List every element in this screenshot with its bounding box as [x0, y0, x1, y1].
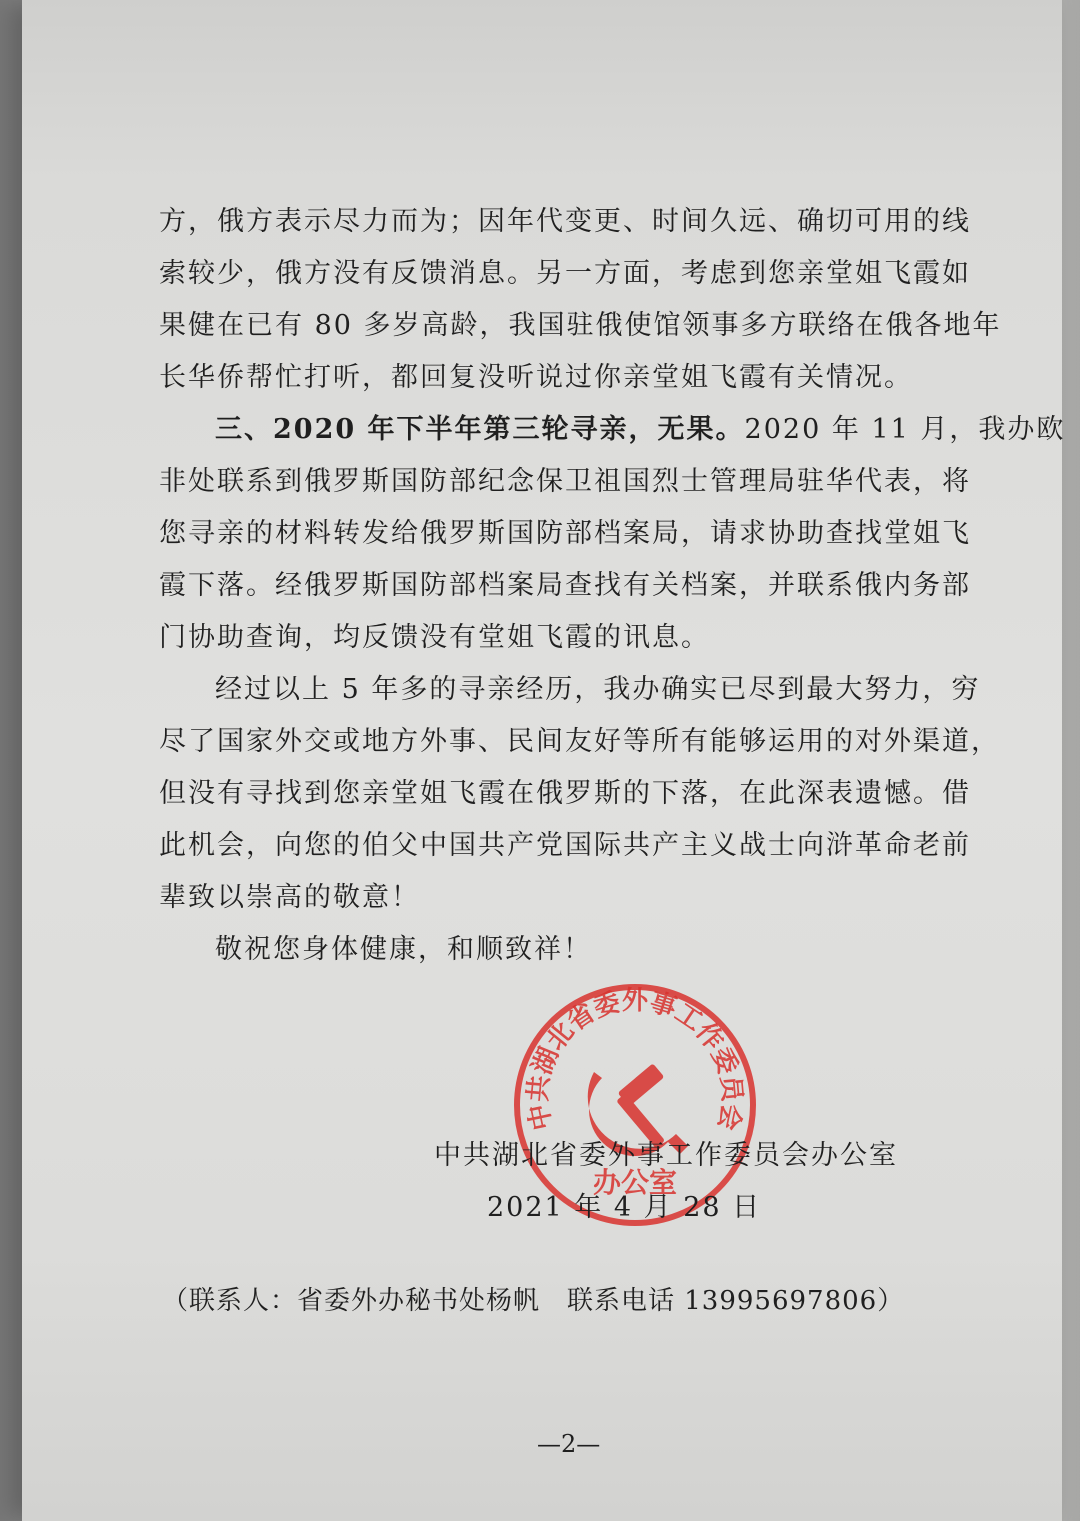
- body-line: 门协助查询，均反馈没有堂姐飞霞的讯息。: [159, 622, 710, 653]
- section-3-heading: 三、2020 年下半年第三轮寻亲，无果。: [215, 414, 745, 445]
- signature-org: 中共湖北省委外事工作委员会办公室: [434, 1140, 898, 1171]
- body-line: 索较少，俄方没有反馈消息。另一方面，考虑到您亲堂姐飞霞如: [159, 258, 971, 289]
- conclusion-line: 尽了国家外交或地方外事、民间友好等所有能够运用的对外渠道，: [159, 726, 1000, 757]
- body-line: 方，俄方表示尽力而为；因年代变更、时间久远、确切可用的线: [159, 206, 971, 237]
- contact-line: （联系人：省委外办秘书处杨帆 联系电话 13995697806）: [162, 1286, 905, 1316]
- section-3-first-line: [215, 404, 1066, 456]
- section-3-text: 2020 年 11 月，我办欧: [744, 414, 1066, 445]
- body-line: 霞下落。经俄罗斯国防部档案局查找有关档案，并联系俄内务部: [159, 570, 971, 601]
- conclusion-line: 经过以上 5 年多的寻亲经历，我办确实已尽到最大努力，穷: [215, 674, 981, 705]
- body-line: 果健在已有 80 多岁高龄，我国驻俄使馆领事多方联络在俄各地年: [159, 310, 1002, 341]
- conclusion-line: 但没有寻找到您亲堂姐飞霞在俄罗斯的下落，在此深表遗憾。借: [159, 778, 971, 809]
- body-line: 非处联系到俄罗斯国防部纪念保卫祖国烈士管理局驻华代表，将: [159, 466, 971, 497]
- conclusion-line: 此机会，向您的伯父中国共产党国际共产主义战士向浒革命老前: [159, 830, 971, 861]
- body-line: 您寻亲的材料转发给俄罗斯国防部档案局，请求协助查找堂姐飞: [159, 518, 971, 549]
- signature-date: 2021 年 4 月 28 日: [487, 1192, 762, 1223]
- seal-ring-text: 中共湖北省委外事工作委员会: [523, 986, 747, 1133]
- conclusion-line: 辈致以崇高的敬意！: [159, 882, 420, 913]
- seal-bottom-text: 办公室: [592, 1166, 678, 1199]
- page-number: —2—: [537, 1430, 601, 1458]
- document-page: [22, 0, 1066, 1521]
- closing-line: 敬祝您身体健康，和顺致祥！: [215, 934, 592, 965]
- body-line: 长华侨帮忙打听，都回复没听说过你亲堂姐飞霞有关情况。: [159, 362, 913, 393]
